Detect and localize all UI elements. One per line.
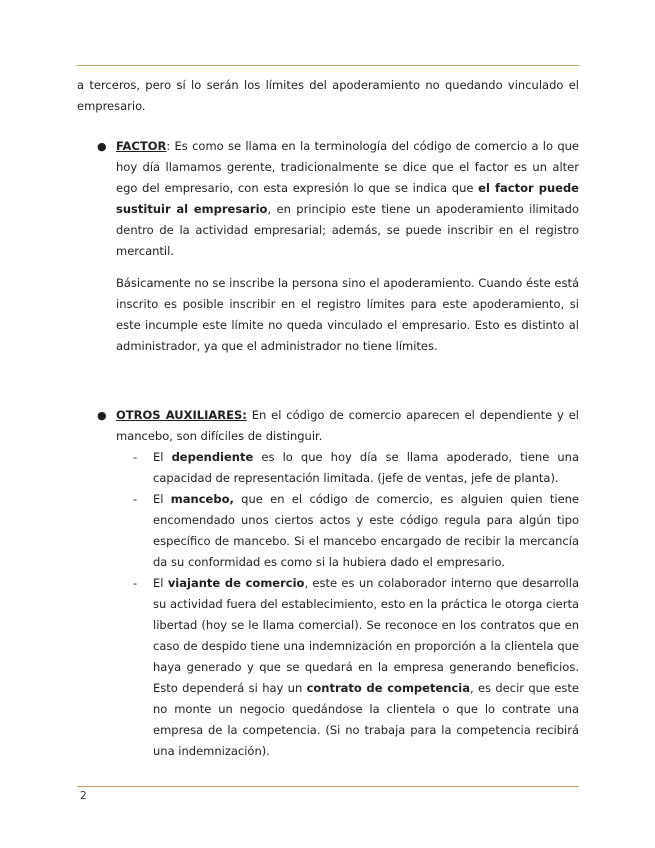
dash-icon: -: [133, 450, 138, 464]
sub-item-bold: dependiente: [171, 450, 254, 464]
sub-item-post-2: , es decir que este no monte un negocio quedándose la clientela o que lo contrate una empresa de la competencia. (Si no trabaja para la competencia recibirá una indemnización).: [153, 681, 579, 758]
bullet-dot-icon: ●: [97, 409, 107, 422]
bullet-factor: [77, 136, 579, 357]
sub-item-post: que en el código de comercio, es alguien quien tiene encomendado unos ciertos actos y este código regula para algún tipo específico de mancebo. Si el mancebo encargado de recibir la mercancía da su conformidad es como si la hubiera dado el empresario.: [153, 492, 580, 569]
page-body: [77, 75, 579, 762]
sub-item-bold: mancebo,: [170, 492, 234, 506]
factor-text-a: : Es como se llama en la terminología del código de comercio a lo que hoy día llamamos gerente, tradicionalmente se dice que el factor es un alter ego del empresario, con esta expresión lo que se indica que: [116, 139, 579, 195]
sub-item-pre: El: [153, 576, 168, 590]
factor-term: FACTOR: [116, 139, 167, 153]
otros-term: OTROS AUXILIARES:: [116, 408, 247, 422]
sub-item-bold: viajante de comercio: [167, 576, 305, 590]
footer-rule: [77, 786, 579, 787]
header-rule: [77, 65, 579, 66]
intro-paragraph: a terceros, pero sí lo serán los límites del apoderamiento no quedando vinculado el empresario.: [77, 78, 579, 113]
sub-item-bold-2: contrato de competencia: [306, 681, 470, 695]
page-number: 2: [80, 790, 87, 802]
bullet-otros-auxiliares: [77, 405, 579, 447]
factor-bold: el factor puede sustituir al empresario: [116, 181, 579, 216]
sub-item-post: , este es un colaborador interno que desarrolla su actividad fuera del establecimiento, esto en la práctica le otorga cierta libertad (hoy se le llama comercial). Se reconoce en los contratos que en caso de despido tiene una indemnización en proporción a la clientela que haya generado y que se quedará en la empresa generando beneficios. Esto dependerá si hay un: [153, 576, 579, 695]
otros-text: En el código de comercio aparecen el dependiente y el mancebo, son difíciles de distinguir.: [116, 408, 579, 443]
sub-item-post: es lo que hoy día se llama apoderado, tiene una capacidad de representación limitada. (jefe de ventas, jefe de planta).: [153, 450, 580, 485]
sub-item-pre: El: [153, 450, 172, 464]
dash-icon: -: [133, 492, 138, 506]
factor-text-b: , en principio este tiene un apoderamiento ilimitado dentro de la actividad empresarial; además, se puede inscribir en el registro mercantil.: [116, 202, 579, 258]
sub-item-pre: El: [153, 492, 171, 506]
bullet-dot-icon: ●: [97, 140, 107, 153]
otros-paragraph: [116, 405, 579, 447]
factor-paragraph-2: Básicamente no se inscribe la persona sino el apoderamiento. Cuando éste está inscrito es posible inscribir en el registro límites para este apoderamiento, si este incumple este límite no queda vinculado el empresario. Esto es distinto al administrador, ya que el administrador no tiene límites.: [116, 276, 579, 353]
sub-item-viajante: [77, 573, 579, 762]
sub-item-dependiente: [77, 447, 579, 489]
factor-paragraph: [116, 136, 579, 262]
dash-icon: -: [133, 576, 138, 590]
sub-item-mancebo: [77, 489, 579, 573]
